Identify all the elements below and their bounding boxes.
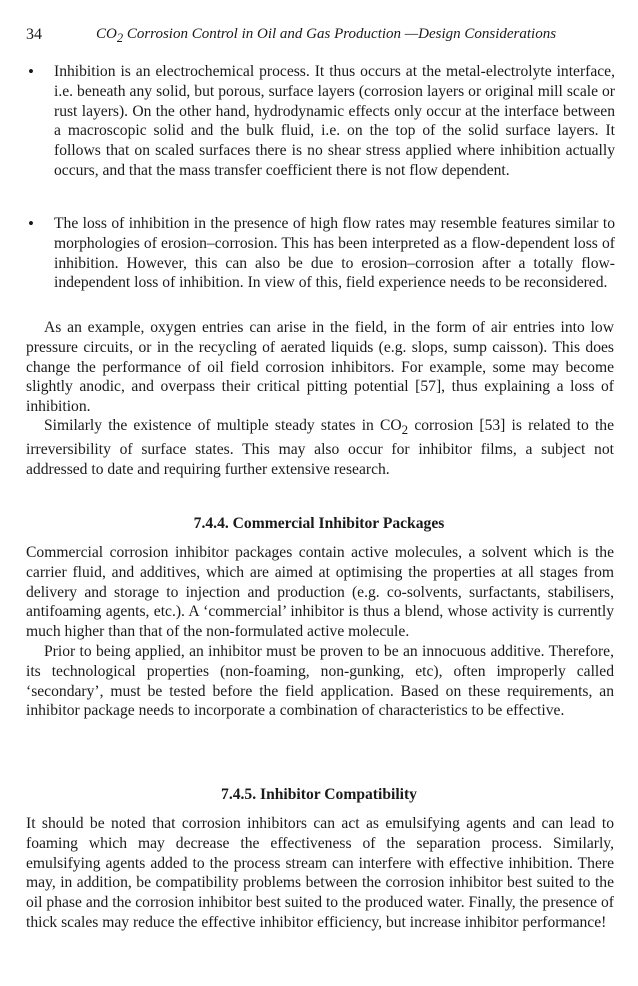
running-header (26, 26, 616, 48)
bullet-icon: • (28, 62, 34, 81)
running-title-subscript: 2 (116, 31, 124, 45)
section-heading-inhibitor-compatibility: 7.4.5. Inhibitor Compatibility (221, 786, 417, 803)
bullet-text: The loss of inhibition in the presence of high flow rates may resemble features similar to morphologies of erosion–corrosion. This has been interpreted as a flow-dependent loss of inhibition. However, this can also be due to erosion–corrosion after a totally flow-independent loss of inhibition. In view of this, field experience needs to be reconsidered. (54, 215, 615, 292)
running-title (96, 26, 556, 46)
running-title-rest: Corrosion Control in Oil and Gas Production —Design Considerations (123, 26, 557, 42)
paragraph-prior-to-applied: Prior to being applied, an inhibitor must be proven to be an innocuous additive. Therefore, its technological properties (non-foaming, non-gunking, etc), often improperly called ‘secondary’, must be tested before the field application. Based on these requirements, an inhibitor package needs to incorporate a combination of characteristics to be effective. (26, 643, 614, 720)
co2-subscript: 2 (401, 422, 409, 438)
paragraph-multiple-steady-states (26, 416, 614, 480)
bullet-icon: • (28, 214, 34, 233)
running-title-co: CO (96, 26, 117, 42)
steady-text-end: corrosion [53] is related to the irreversibility of surface states. This may also occur for inhibitor films, a subject not addressed to date and requiring further extensive research. (26, 417, 615, 478)
paragraph-commercial-packages: Commercial corrosion inhibitor packages contain active molecules, a solvent which is the carrier fluid, and additives, which are aimed at optimising the properties at all stages from delivery and storage to injection and production (e.g. co-solvents, surfactants, stabilisers, antifoaming agents, etc.). A ‘commercial’ inhibitor is thus a blend, whose activity is currently much higher than that of the non-formulated active molecule. (26, 544, 614, 641)
page-number: 34 (26, 26, 42, 43)
paragraph-inhibitor-compatibility: It should be noted that corrosion inhibitors can act as emulsifying agents and can lead to foaming which may decrease the effectiveness of the separation process. Similarly, emulsifying agents added to the process stream can interfere with effective inhibition. There may, in addition, be compatibility problems between the corrosion inhibitor best suited to the oil phase and the corrosion inhibitor best suited to the produced water. Finally, the presence of thick scales may reduce the effective inhibitor efficiency, but increase inhibitor performance! (26, 815, 614, 931)
paragraph-oxygen-entries: As an example, oxygen entries can arise in the field, in the form of air entries into low pressure circuits, or in the recycling of aerated liquids (e.g. slops, sump caisson). This does change the performance of oil field corrosion inhibitors. For example, some may become slightly anodic, and overpass their critical pitting potential [57], thus explaining a loss of inhibition. (26, 319, 614, 416)
bullet-text: Inhibition is an electrochemical process. It thus occurs at the metal-electrolyte interface, i.e. beneath any solid, but porous, surface layers (corrosion layers or original mill scale or rust layers). On the other hand, hydrodynamic effects only occur at the interface between a macroscopic solid and the bulk fluid, i.e. on the top of the solid surface layers. It follows that on scaled surfaces there is no shear stress applied where inhibition actually occurs, and that the mass transfer coefficient there is not flow dependent. (54, 63, 615, 179)
steady-text-start: Similarly the existence of multiple steady states in CO (44, 417, 402, 434)
section-heading-commercial-packages: 7.4.4. Commercial Inhibitor Packages (193, 515, 445, 532)
